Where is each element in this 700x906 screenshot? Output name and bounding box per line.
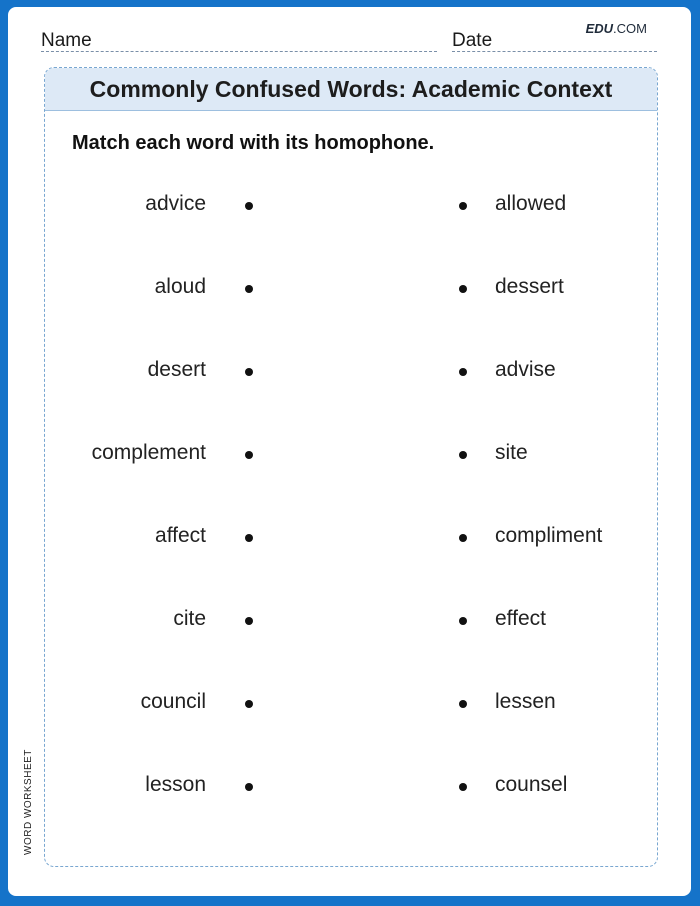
match-row	[45, 358, 657, 388]
match-row	[45, 441, 657, 471]
right-word: lessen	[495, 690, 556, 713]
left-match-dot[interactable]	[245, 700, 253, 708]
left-match-dot[interactable]	[245, 202, 253, 210]
right-match-dot[interactable]	[459, 202, 467, 210]
date-label: Date	[452, 30, 493, 51]
left-word: desert	[147, 358, 206, 381]
right-match-dot[interactable]	[459, 368, 467, 376]
left-word: lesson	[145, 773, 206, 796]
name-field[interactable]	[41, 51, 437, 52]
exercise-card	[44, 67, 658, 867]
right-word: counsel	[495, 773, 568, 796]
left-word: affect	[155, 524, 206, 547]
match-row	[45, 607, 657, 637]
left-match-dot[interactable]	[245, 783, 253, 791]
match-row	[45, 192, 657, 222]
worksheet-title: Commonly Confused Words: Academic Context	[89, 75, 613, 102]
left-match-dot[interactable]	[245, 534, 253, 542]
match-row	[45, 773, 657, 803]
right-word: effect	[495, 607, 546, 630]
left-word: complement	[91, 441, 206, 464]
right-word: advise	[495, 358, 556, 381]
right-match-dot[interactable]	[459, 285, 467, 293]
right-word: dessert	[495, 275, 564, 298]
brand-logo: EDU.COM	[585, 21, 647, 36]
left-word: advice	[145, 192, 206, 215]
left-word: council	[140, 690, 206, 713]
left-match-dot[interactable]	[245, 368, 253, 376]
right-match-dot[interactable]	[459, 451, 467, 459]
left-word: cite	[173, 607, 206, 630]
side-label: WORD WORKSHEET	[23, 749, 34, 855]
instructions: Match each word with its homophone.	[72, 132, 435, 154]
left-word: aloud	[154, 275, 206, 298]
date-field[interactable]	[452, 51, 657, 52]
right-match-dot[interactable]	[459, 783, 467, 791]
name-label: Name	[41, 30, 92, 51]
right-word: site	[495, 441, 528, 464]
match-row	[45, 524, 657, 554]
card-header	[45, 68, 657, 111]
right-match-dot[interactable]	[459, 617, 467, 625]
right-match-dot[interactable]	[459, 700, 467, 708]
match-row	[45, 690, 657, 720]
right-word: allowed	[495, 192, 567, 215]
left-match-dot[interactable]	[245, 451, 253, 459]
right-match-dot[interactable]	[459, 534, 467, 542]
left-match-dot[interactable]	[245, 285, 253, 293]
match-row	[45, 275, 657, 305]
left-match-dot[interactable]	[245, 617, 253, 625]
right-word: compliment	[495, 524, 603, 547]
